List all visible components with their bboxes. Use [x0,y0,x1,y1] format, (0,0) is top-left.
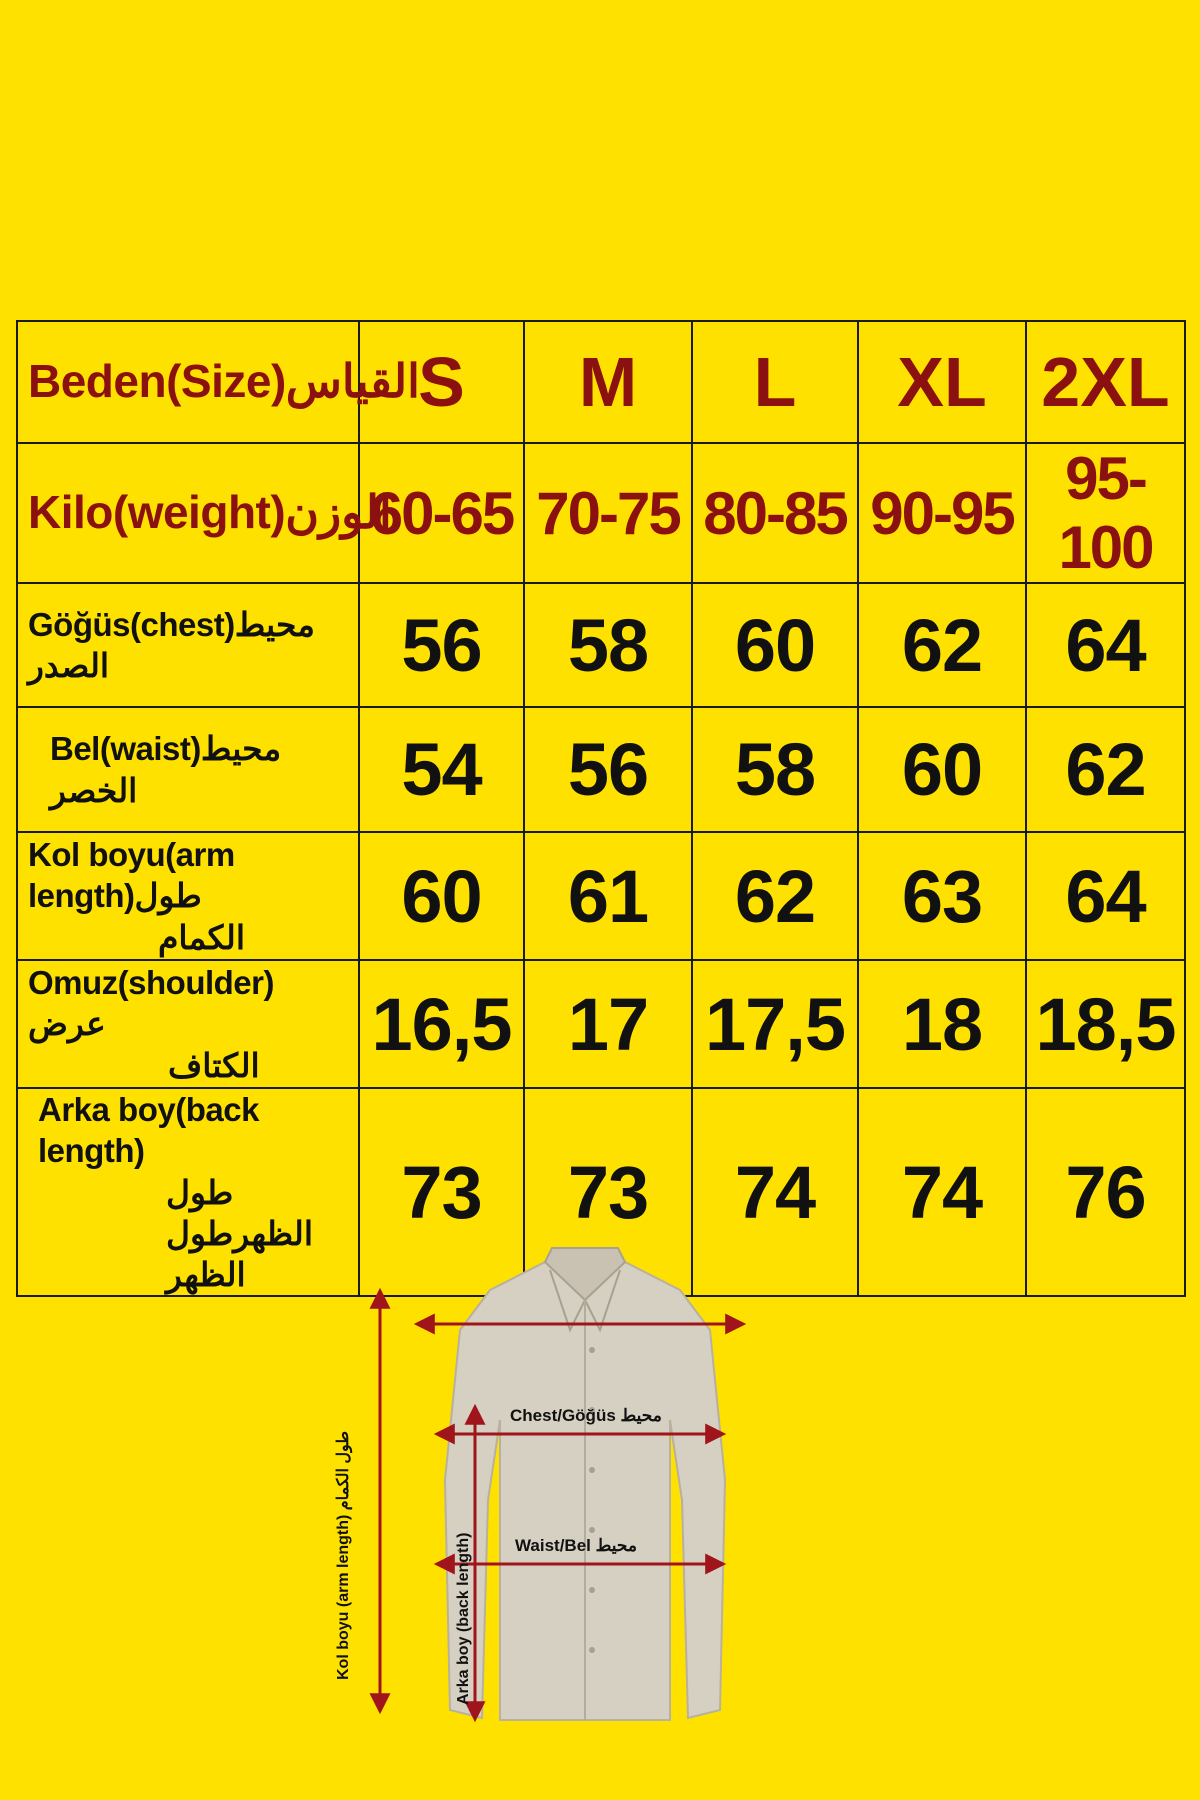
back-length-label-line1: Arka boy(back length) [38,1091,259,1170]
weight-row [17,443,1185,583]
back-length-cell: 73 [524,1088,692,1296]
shoulder-cell: 18 [858,960,1026,1088]
arm-length-row [17,832,1185,960]
waist-cell: 58 [692,707,858,832]
arm-length-label-line1: Kol boyu(arm length)طول [28,836,235,915]
shoulder-cell: 17 [524,960,692,1088]
size-cell: M [524,321,692,443]
size-cell: L [692,321,858,443]
shirt-measurement-diagram [335,1240,790,1730]
arm-length-cell: 60 [359,832,524,960]
size-label: Beden(Size)القياس [17,321,359,443]
shoulder-row [17,960,1185,1088]
shirt-icon [445,1248,725,1720]
arm-length-cell: 63 [858,832,1026,960]
chest-cell: 58 [524,583,692,707]
weight-cell: 80-85 [692,443,858,583]
waist-label-diagram: Waist/Bel محيط [515,1536,637,1555]
waist-label: Bel(waist)محيط الخصر [17,707,359,832]
chest-cell: 62 [858,583,1026,707]
size-cell: XL [858,321,1026,443]
chest-cell: 56 [359,583,524,707]
size-row [17,321,1185,443]
waist-row [17,707,1185,832]
weight-cell: 90-95 [858,443,1026,583]
arm-length-label-diagram: Kol boyu (arm length) طول الكمام [335,1430,352,1680]
waist-cell: 62 [1026,707,1185,832]
weight-cell: 95-100 [1026,443,1185,583]
back-length-cell: 73 [359,1088,524,1296]
arm-length-label [17,832,359,960]
waist-cell: 60 [858,707,1026,832]
size-chart-table [16,320,1186,1297]
arm-length-cell: 64 [1026,832,1185,960]
back-length-cell: 74 [858,1088,1026,1296]
back-length-cell: 74 [692,1088,858,1296]
size-cell: S [359,321,524,443]
shoulder-cell: 18,5 [1026,960,1185,1088]
waist-cell: 56 [524,707,692,832]
size-cell: 2XL [1026,321,1185,443]
chest-row [17,583,1185,707]
chest-label: Göğüs(chest)محيط الصدر [17,583,359,707]
shoulder-label [17,960,359,1088]
chest-label-diagram: Chest/Göğüs محيط [510,1406,662,1425]
shoulder-label-line2: الكتاف [168,1046,260,1084]
back-length-cell: 76 [1026,1088,1185,1296]
weight-label: Kilo(weight)الوزن [17,443,359,583]
chest-cell: 64 [1026,583,1185,707]
arm-length-cell: 62 [692,832,858,960]
shoulder-label-line1: Omuz(shoulder) عرض [28,964,274,1043]
shoulder-cell: 17,5 [692,960,858,1088]
weight-cell: 60-65 [359,443,524,583]
chest-cell: 60 [692,583,858,707]
waist-cell: 54 [359,707,524,832]
back-length-label-diagram: Arka boy (back length) [455,1532,472,1705]
back-length-label-line2: طول الظهرطول الظهر [166,1173,314,1293]
arm-length-cell: 61 [524,832,692,960]
arm-length-label-line2: الكمام [158,918,246,956]
back-length-label [17,1088,359,1296]
weight-cell: 70-75 [524,443,692,583]
shoulder-cell: 16,5 [359,960,524,1088]
